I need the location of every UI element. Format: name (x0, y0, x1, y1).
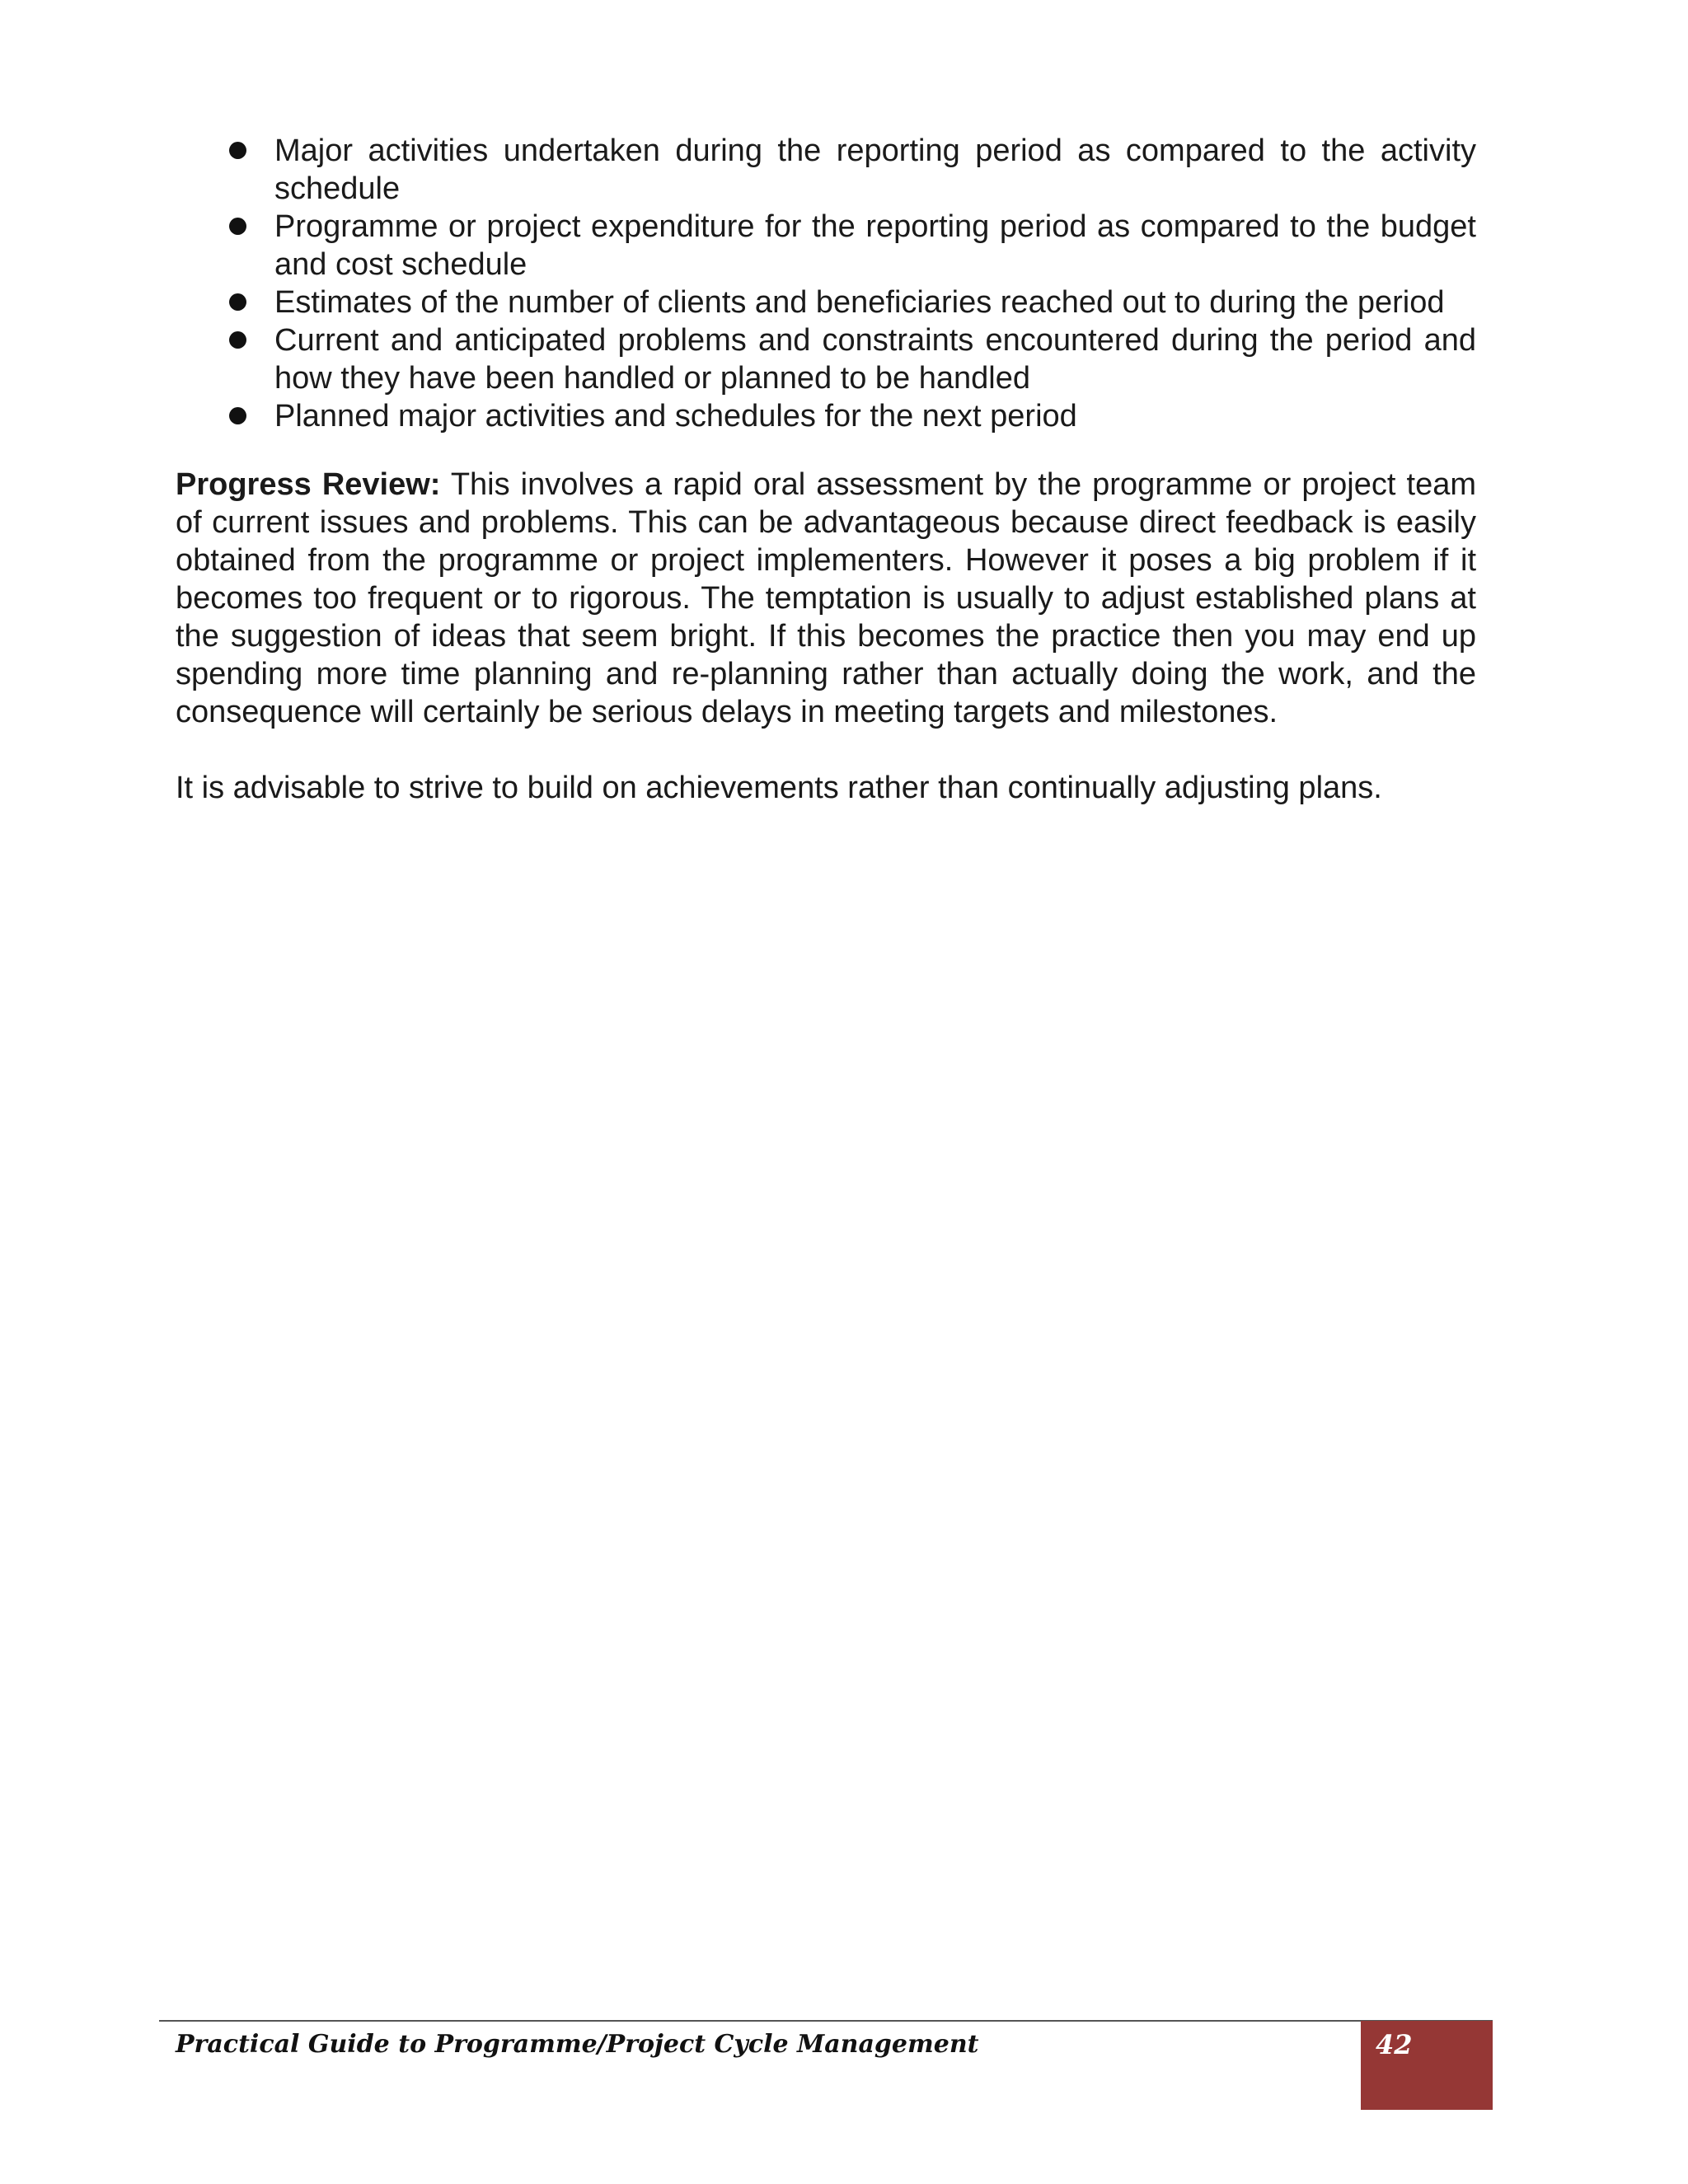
list-item (176, 284, 1476, 321)
footer-divider (159, 2020, 1493, 2022)
list-item-text: Planned major activities and schedules for the next period (274, 399, 1077, 434)
list-item (176, 208, 1476, 284)
bullet-icon (229, 218, 246, 235)
progress-review-paragraph (176, 466, 1476, 731)
progress-review-label: Progress Review: (176, 467, 441, 502)
bullet-icon (229, 142, 246, 159)
footer-title: Practical Guide to Programme/Project Cycle Management (176, 2030, 979, 2059)
page-number: 42 (1376, 2029, 1413, 2060)
bullet-icon (229, 331, 246, 349)
list-item-text: Current and anticipated problems and constraints encountered during the period and how they have been handled or planned to be handled (274, 323, 1476, 396)
bullet-icon (229, 293, 246, 311)
report-contents-list (176, 132, 1476, 435)
list-item (176, 397, 1476, 435)
closing-paragraph: It is advisable to strive to build on achievements rather than continually adjusting plans. (176, 771, 1382, 805)
list-item-text: Estimates of the number of clients and beneficiaries reached out to during the period (274, 285, 1445, 320)
page-number-box (1361, 2021, 1493, 2110)
list-item-text: Major activities undertaken during the reporting period as compared to the activity schedule (274, 134, 1476, 206)
bullet-icon (229, 407, 246, 424)
list-item-text: Programme or project expenditure for the reporting period as compared to the budget and cost schedule (274, 209, 1476, 282)
list-item (176, 132, 1476, 208)
progress-review-text: This involves a rapid oral assessment by the programme or project team of current issues and problems. This can be advantageous because direct feedback is easily obtained from the programme or project implementers. However it poses a big problem if it becomes too frequent or to rigorous. The temptation is usually to adjust established plans at the suggestion of ideas that seem bright. If this becomes the practice then you may end up spending more time planning and re-planning rather than actually doing the work, and the consequence will certainly be serious delays in meeting targets and milestones. (176, 467, 1476, 729)
list-item (176, 321, 1476, 397)
page-body (176, 132, 1476, 807)
